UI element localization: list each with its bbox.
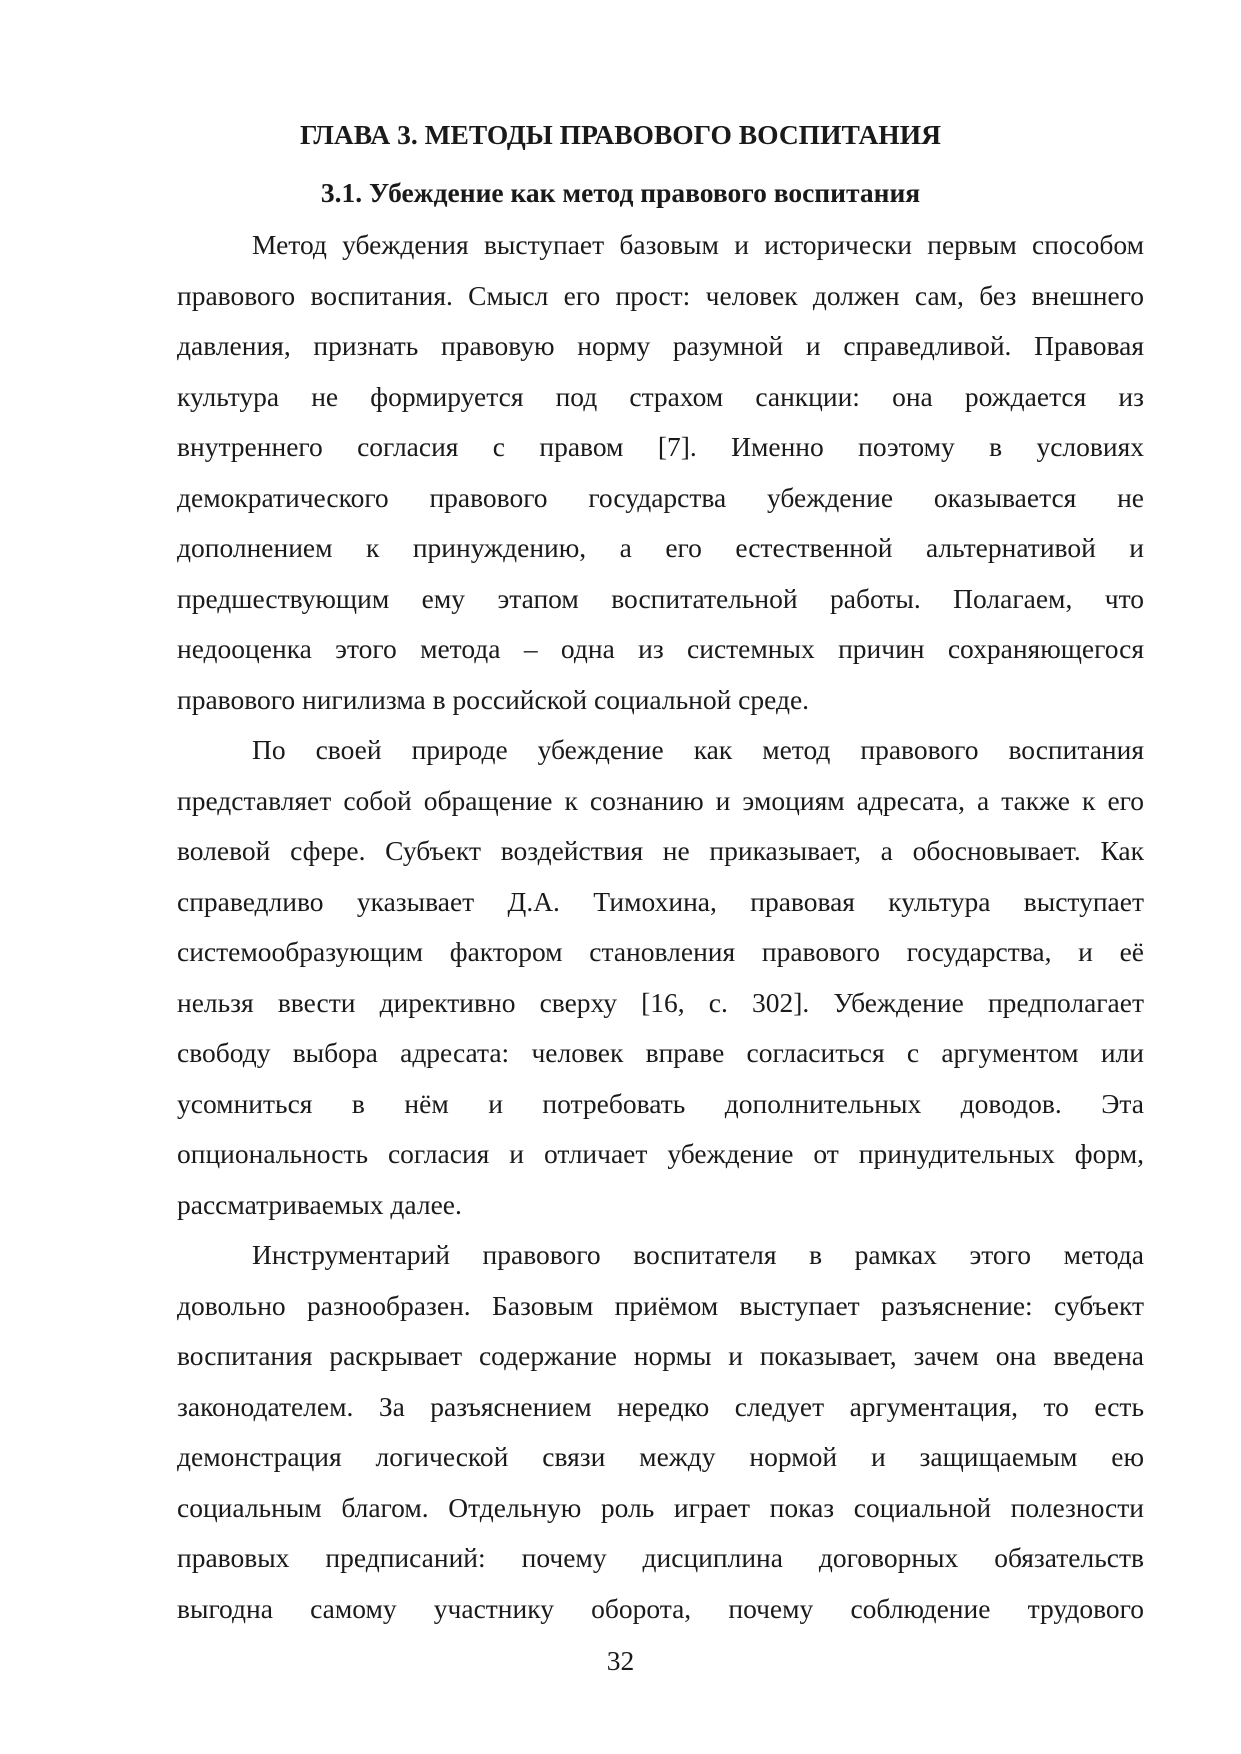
text-line: давления, признать правовую норму разумной и справедливой. Правовая [177,330,1144,361]
paragraph [177,220,1144,725]
text-line: свободу выбора адресата: человек вправе согласиться с аргументом или [177,1037,1144,1068]
text-line: усомниться в нём и потребовать дополнительных доводов. Эта [177,1087,1144,1119]
text-line: социальным благом. Отдельную роль играет показ социальной полезности [177,1491,1144,1523]
chapter-title: ГЛАВА 3. МЕТОДЫ ПРАВОВОГО ВОСПИТАНИЯ [300,119,941,150]
text-line: законодателем. За разъяснением нередко следует аргументация, то есть [177,1390,1144,1422]
paragraph [177,725,1144,1230]
page-number: 32 [606,1645,635,1676]
text-line: правового нигилизма в российской социальной среде. [177,683,810,715]
text-line: Инструментарий правового воспитателя в рамках этого метода [252,1239,1144,1270]
text-line: правовых предписаний: почему дисциплина договорных обязательств [177,1542,1144,1573]
text-line: демократического правового государства убеждение оказывается не [177,481,1144,513]
text-line: недооценка этого метода – одна из системных причин сохраняющегося [177,633,1144,664]
text-line: волевой сфере. Субъект воздействия не приказывает, а обосновывает. Как [177,835,1144,866]
text-line: внутреннего согласия с правом [7]. Именно поэтому в условиях [177,431,1144,462]
text-line: довольно разнообразен. Базовым приёмом выступает разъяснение: субъект [177,1289,1144,1321]
text-line: нельзя ввести директивно сверху [16, с. 302]. Убеждение предполагает [177,986,1144,1018]
text-line: демонстрация логической связи между нормой и защищаемым ею [177,1441,1144,1472]
text-line: воспитания раскрывает содержание нормы и показывает, зачем она введена [177,1340,1144,1371]
paragraph [177,1230,1144,1634]
text-line: системообразующим фактором становления правового государства, и её [177,936,1144,967]
body-text [177,220,1144,1634]
text-line: опциональность согласия и отличает убеждение от принудительных форм, [177,1138,1144,1169]
text-line: По своей природе убеждение как метод правового воспитания [252,734,1144,765]
text-line: Метод убеждения выступает базовым и исторически первым способом [252,229,1144,260]
text-line: рассматриваемых далее. [177,1188,462,1220]
text-line: предшествующим ему этапом воспитательной работы. Полагаем, что [177,582,1144,614]
text-line: представляет собой обращение к сознанию и эмоциям адресата, а также к его [177,784,1144,816]
text-line: справедливо указывает Д.А. Тимохина, правовая культура выступает [177,885,1144,917]
text-line: культура не формируется под страхом санкции: она рождается из [177,380,1144,412]
text-line: выгодна самому участнику оборота, почему соблюдение трудового [177,1592,1144,1624]
section-title: 3.1. Убеждение как метод правового воспитания [320,177,921,208]
text-line: правового воспитания. Смысл его прост: человек должен сам, без внешнего [177,279,1144,311]
text-line: дополнением к принуждению, а его естественной альтернативой и [177,532,1144,563]
